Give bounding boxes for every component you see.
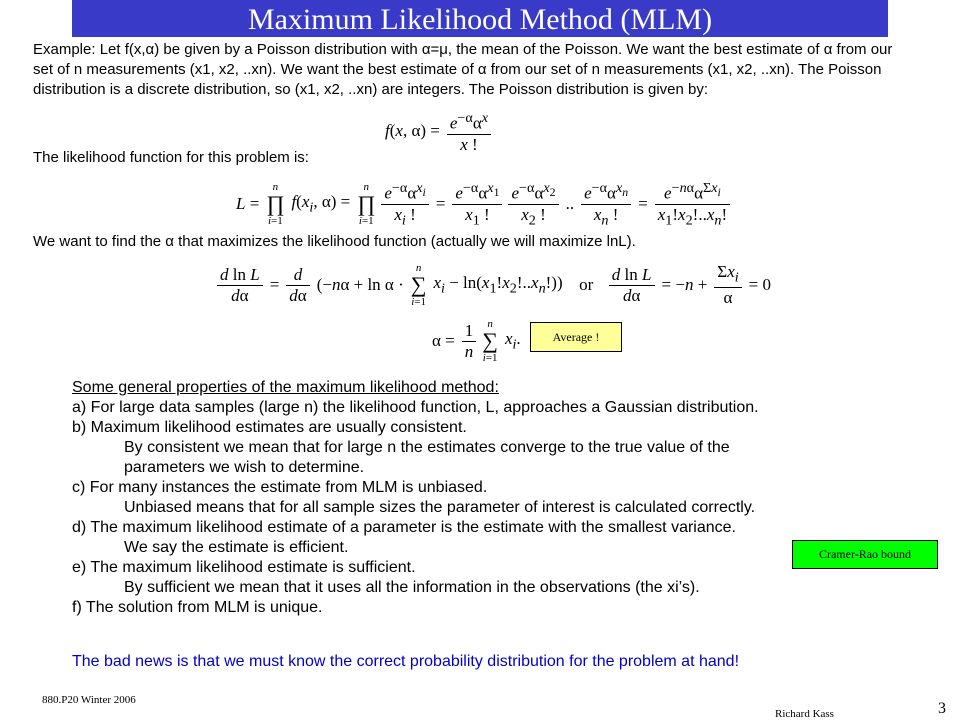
- likelihood-paragraph: The likelihood function for this problem is:: [33, 149, 309, 166]
- property-e-detail: By sufficient we mean that it uses all the information in the observations (the xi’s).: [124, 579, 700, 596]
- property-c: c) For many instances the estimate from MLM is unbiased.: [72, 479, 488, 496]
- property-d-detail: We say the estimate is efficient.: [124, 539, 349, 556]
- author-label: Richard Kass: [775, 708, 834, 720]
- course-label: 880.P20 Winter 2006: [42, 694, 136, 706]
- derivative-equation: $\frac{\text{d ln L}}{d\alpha}$ = $\frac{d}{d\alpha}$ (−nα + ln α ·n ∑ $i=1x_i - \ln(x_1!x_2!..x_n!)$) or $\frac{\text{d ln L}}{d\alpha}$ = −n + $\frac{\Sigma x_i}{\alpha}$ = 0: [214, 262, 775, 308]
- poisson-equation: f(x, α) = $\frac{e^{-\alpha}\alpha^x}{x !}$: [381, 108, 494, 155]
- average-note: Average !: [530, 322, 622, 352]
- property-b: b) Maximum likelihood estimates are usually consistent.: [72, 419, 467, 436]
- bad-news-text: The bad news is that we must know the correct probability distribution for the problem at hand!: [72, 653, 740, 670]
- cramer-rao-note: Cramer-Rao bound: [792, 540, 938, 569]
- estimator-equation: α = $\frac{1}{n}$ n ∑ $i=1x_i$.: [432, 318, 521, 364]
- properties-heading: Some general properties of the maximum likelihood method:: [72, 379, 499, 396]
- slide-title: Maximum Likelihood Method (MLM): [72, 0, 888, 37]
- property-d: d) The maximum likelihood estimate of a parameter is the estimate with the smallest variance.: [72, 519, 736, 536]
- likelihood-equation: L =n ∏ $i=1f(x_i$, α) =n ∏ i=1 $\frac{e^{-\alpha}\alpha^{x_i}}{x_i !}$ = $\frac{e^{-\alpha}\alpha^{x_1}}{x_1 !}$ $\frac{e^{-\alpha}\alpha^{x_2}}{x_2 !}$ .. $\frac{e^{-\alpha}\alpha^{x_n}}{x_n !}$ = $\frac{e^{-n\alpha}\alpha^{\Sigma x_i}}{x_1!x_2!..x_n!}$: [232, 178, 733, 230]
- intro-paragraph: Example: Let f(x,α) be given by a Poisson distribution with α=μ, the mean of the Poisson. We want the best estimate of α from our set of n measurements (x1, x2, ..xn). We want the best estimate of α from our set of n measurements (x1, x2, ..xn). The Poisson distribution is a discrete distribution, so (x1, x2, ..xn) are integers. The Poisson distribution is given by:: [33, 41, 893, 98]
- property-c-detail: Unbiased means that for all sample sizes the parameter of interest is calculated correctly.: [124, 499, 756, 516]
- properties-list: [72, 378, 812, 618]
- maximize-paragraph: We want to find the α that maximizes the likelihood function (actually we will maximize lnL).: [33, 233, 636, 250]
- property-e: e) The maximum likelihood estimate is sufficient.: [72, 559, 416, 576]
- property-a: a) For large data samples (large n) the likelihood function, L, approaches a Gaussian distribution.: [72, 399, 759, 416]
- property-f: f) The solution from MLM is unique.: [72, 599, 323, 616]
- page-number: 3: [938, 700, 946, 717]
- property-b-detail: By consistent we mean that for large n the estimates converge to the true value of the parameters we wish to determine.: [124, 439, 730, 476]
